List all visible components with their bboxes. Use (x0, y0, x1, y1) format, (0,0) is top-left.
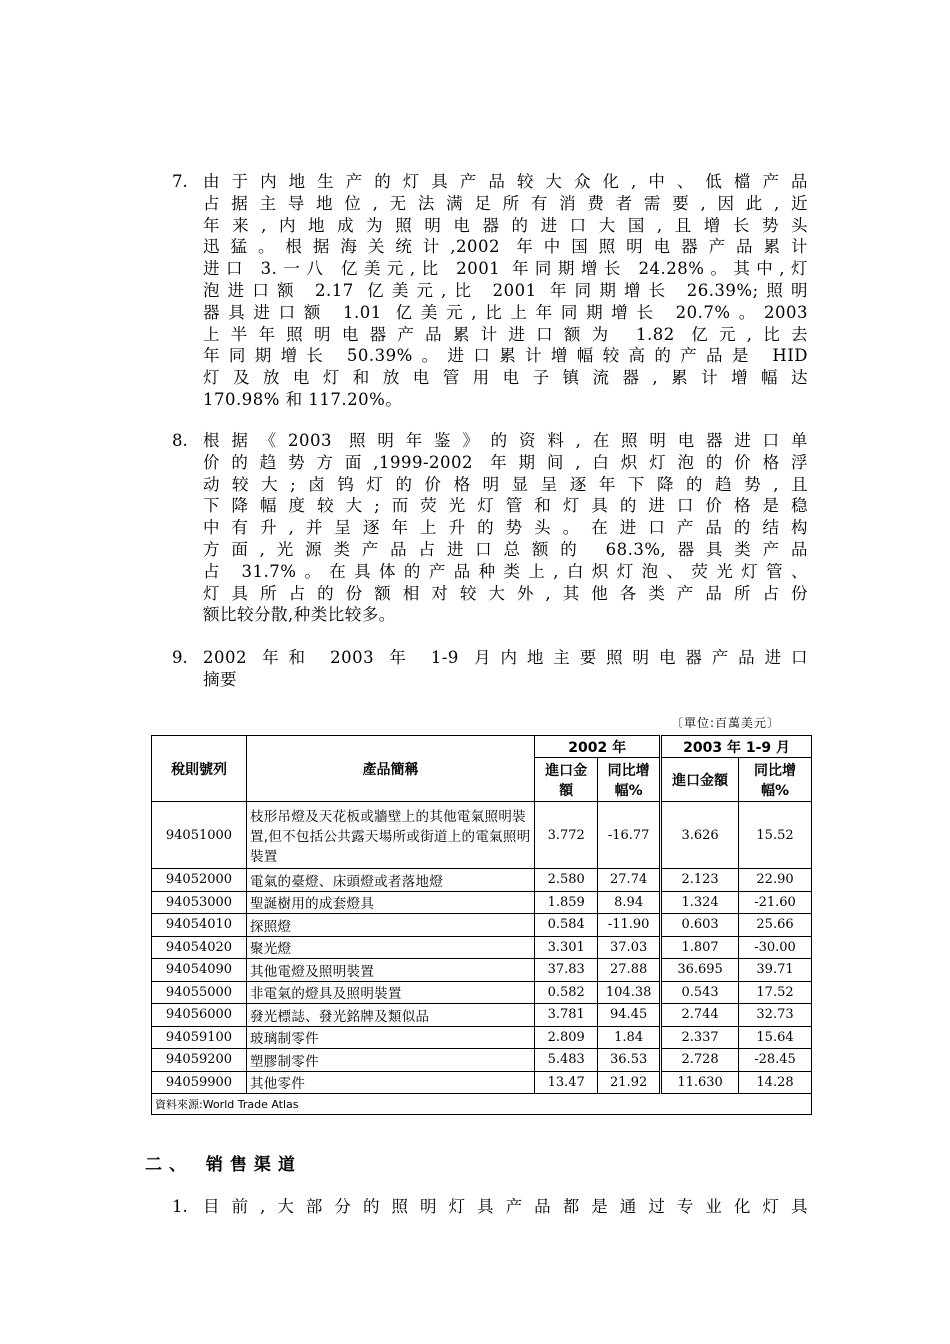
table-row (152, 981, 812, 1004)
cell-growth-2002: 37.03 (598, 936, 661, 959)
header-year-2003: 2003 年 1-9 月 (661, 736, 812, 758)
table-row (152, 869, 812, 892)
cell-amount-2002: 5.483 (535, 1049, 598, 1072)
cell-amount-2003: 1.807 (661, 936, 739, 959)
paragraph-line: 进口 3.一八 亿美元,比 2001 年同期增长 24.28%。其中,灯 (203, 259, 808, 279)
paragraph-line: 摘要 (203, 669, 237, 689)
table-row (152, 1004, 812, 1027)
paragraph-line: 灯及放电灯和放电管用电子镇流器,累计增幅达 (203, 368, 808, 388)
paragraph-line: 方面,光源类产品占进口总额的 68.3%,器具类产品 (203, 539, 808, 559)
paragraph-sales-1 (172, 1196, 808, 1218)
cell-growth-2003: -21.60 (739, 891, 812, 914)
cell-code: 94051000 (152, 802, 247, 869)
cell-amount-2003: 11.630 (661, 1071, 739, 1094)
cell-code: 94059900 (152, 1071, 247, 1094)
paragraph-line: 中有升,并呈逐年上升的势头。在进口产品的结构 (203, 518, 808, 538)
cell-amount-2003: 0.603 (661, 914, 739, 937)
table-row (152, 802, 812, 869)
paragraph-line: 由于内地生产的灯具产品较大众化,中、低檔产品 (203, 172, 808, 191)
cell-growth-2002: -16.77 (598, 802, 661, 869)
cell-amount-2002: 2.580 (535, 869, 598, 892)
cell-product: 電氣的臺燈、床頭燈或者落地燈 (246, 869, 534, 892)
cell-growth-2002: 1.84 (598, 1026, 661, 1049)
cell-product: 玻璃制零件 (246, 1026, 534, 1049)
table-source-row (152, 1094, 812, 1115)
header-import-amount: 進口金額 (535, 758, 598, 802)
cell-code: 94052000 (152, 869, 247, 892)
cell-amount-2002: 1.859 (535, 891, 598, 914)
header-growth: 同比增幅% (739, 758, 812, 802)
cell-amount-2003: 2.728 (661, 1049, 739, 1072)
cell-code: 94055000 (152, 981, 247, 1004)
cell-amount-2002: 3.301 (535, 936, 598, 959)
paragraph-line: 根据《2003 照明年鉴》的资料,在照明电器进口单 (203, 431, 808, 450)
table-header-row (152, 736, 812, 758)
cell-amount-2002: 3.772 (535, 802, 598, 869)
paragraph-line: 年同期增长 50.39%。进口累计增幅较高的产品是 HID (203, 346, 808, 366)
cell-growth-2002: 94.45 (598, 1004, 661, 1027)
paragraph-line: 170.98% 和 117.20%。 (203, 389, 403, 409)
cell-amount-2002: 3.781 (535, 1004, 598, 1027)
table-row (152, 891, 812, 914)
cell-growth-2003: -30.00 (739, 936, 812, 959)
import-summary-table (151, 735, 812, 1115)
paragraph-number: 7. (172, 172, 188, 191)
paragraph-line: 年来,内地成为照明电器的进口大国,且增长势头 (203, 215, 808, 235)
cell-amount-2003: 2.337 (661, 1026, 739, 1049)
table-source: 資料來源:World Trade Atlas (152, 1094, 812, 1115)
table-row (152, 1049, 812, 1072)
cell-code: 94059200 (152, 1049, 247, 1072)
cell-amount-2003: 0.543 (661, 981, 739, 1004)
paragraph-7 (172, 171, 808, 411)
paragraph-9 (172, 647, 808, 691)
cell-product: 非電氣的燈具及照明裝置 (246, 981, 534, 1004)
cell-growth-2003: 14.28 (739, 1071, 812, 1094)
paragraph-number: 8. (172, 431, 188, 450)
paragraph-line: 占据主导地位,无法满足所有消费者需要,因此,近 (203, 193, 808, 213)
cell-amount-2002: 0.584 (535, 914, 598, 937)
paragraph-line: 2002 年和 2003 年 1-9 月内地主要照明电器产品进口 (203, 648, 808, 667)
cell-amount-2002: 13.47 (535, 1071, 598, 1094)
cell-growth-2003: 39.71 (739, 959, 812, 982)
cell-amount-2003: 2.744 (661, 1004, 739, 1027)
paragraph-line: 价的趋势方面,1999-2002 年期间,白炽灯泡的价格浮 (203, 452, 808, 472)
cell-growth-2002: 36.53 (598, 1049, 661, 1072)
section-heading: 二、 销售渠道 (145, 1155, 302, 1175)
cell-growth-2002: -11.90 (598, 914, 661, 937)
cell-growth-2002: 27.88 (598, 959, 661, 982)
cell-amount-2002: 0.582 (535, 981, 598, 1004)
paragraph-line: 目前,大部分的照明灯具产品都是通过专业化灯具 (203, 1197, 808, 1216)
cell-growth-2002: 104.38 (598, 981, 661, 1004)
header-code: 稅則號列 (152, 736, 247, 802)
cell-amount-2003: 1.324 (661, 891, 739, 914)
cell-growth-2002: 27.74 (598, 869, 661, 892)
paragraph-line: 迅猛。根据海关统计,2002 年中国照明电器产品累计 (203, 237, 808, 257)
paragraph-line: 器具进口额 1.01 亿美元,比上年同期增长 20.7%。2003 (203, 302, 808, 322)
cell-product: 發光標誌、發光銘牌及類似品 (246, 1004, 534, 1027)
cell-growth-2003: 15.64 (739, 1026, 812, 1049)
table-row (152, 914, 812, 937)
header-import-amount: 進口金額 (661, 758, 739, 802)
cell-growth-2003: 25.66 (739, 914, 812, 937)
cell-code: 94053000 (152, 891, 247, 914)
paragraph-line: 额比较分散,种类比较多。 (203, 605, 396, 625)
paragraph-line: 灯具所占的份额相对较大外,其他各类产品所占份 (203, 583, 808, 603)
paragraph-line: 占 31.7%。在具体的产品种类上,白炽灯泡、荧光灯管、 (203, 561, 808, 581)
paragraph-number: 9. (172, 648, 188, 667)
cell-product: 枝形吊燈及天花板或牆壁上的其他電氣照明裝置,但不包括公共露天場所或街道上的電氣照明裝置 (246, 802, 534, 869)
cell-product: 其他電燈及照明裝置 (246, 959, 534, 982)
cell-growth-2002: 8.94 (598, 891, 661, 914)
cell-code: 94054020 (152, 936, 247, 959)
cell-growth-2003: 32.73 (739, 1004, 812, 1027)
cell-product: 聖誕樹用的成套燈具 (246, 891, 534, 914)
cell-amount-2002: 2.809 (535, 1026, 598, 1049)
cell-amount-2003: 3.626 (661, 802, 739, 869)
paragraph-line: 动较大;卤钨灯的价格明显呈逐年下降的趋势,且 (203, 474, 808, 494)
cell-amount-2003: 2.123 (661, 869, 739, 892)
cell-growth-2003: -28.45 (739, 1049, 812, 1072)
paragraph-line: 泡进口额 2.17 亿美元,比 2001 年同期增长 26.39%;照明 (203, 280, 808, 300)
table-row (152, 959, 812, 982)
paragraph-number: 1. (172, 1197, 188, 1216)
cell-code: 94056000 (152, 1004, 247, 1027)
paragraph-line: 上半年照明电器产品累计进口额为 1.82 亿元,比去 (203, 324, 808, 344)
cell-product: 塑膠制零件 (246, 1049, 534, 1072)
cell-product: 聚光燈 (246, 936, 534, 959)
table-unit-note: 〔單位:百萬美元〕 (670, 716, 780, 730)
cell-product: 其他零件 (246, 1071, 534, 1094)
cell-growth-2003: 22.90 (739, 869, 812, 892)
header-growth: 同比增幅% (598, 758, 661, 802)
cell-code: 94059100 (152, 1026, 247, 1049)
cell-code: 94054090 (152, 959, 247, 982)
table-row (152, 936, 812, 959)
paragraph-line: 下降幅度较大;而荧光灯管和灯具的进口价格是稳 (203, 496, 808, 516)
cell-product: 探照燈 (246, 914, 534, 937)
cell-amount-2003: 36.695 (661, 959, 739, 982)
cell-code: 94054010 (152, 914, 247, 937)
cell-growth-2002: 21.92 (598, 1071, 661, 1094)
cell-growth-2003: 17.52 (739, 981, 812, 1004)
header-product: 產品簡稱 (246, 736, 534, 802)
table-row (152, 1026, 812, 1049)
cell-amount-2002: 37.83 (535, 959, 598, 982)
table-row (152, 1071, 812, 1094)
header-year-2002: 2002 年 (535, 736, 661, 758)
paragraph-8 (172, 430, 808, 626)
cell-growth-2003: 15.52 (739, 802, 812, 869)
